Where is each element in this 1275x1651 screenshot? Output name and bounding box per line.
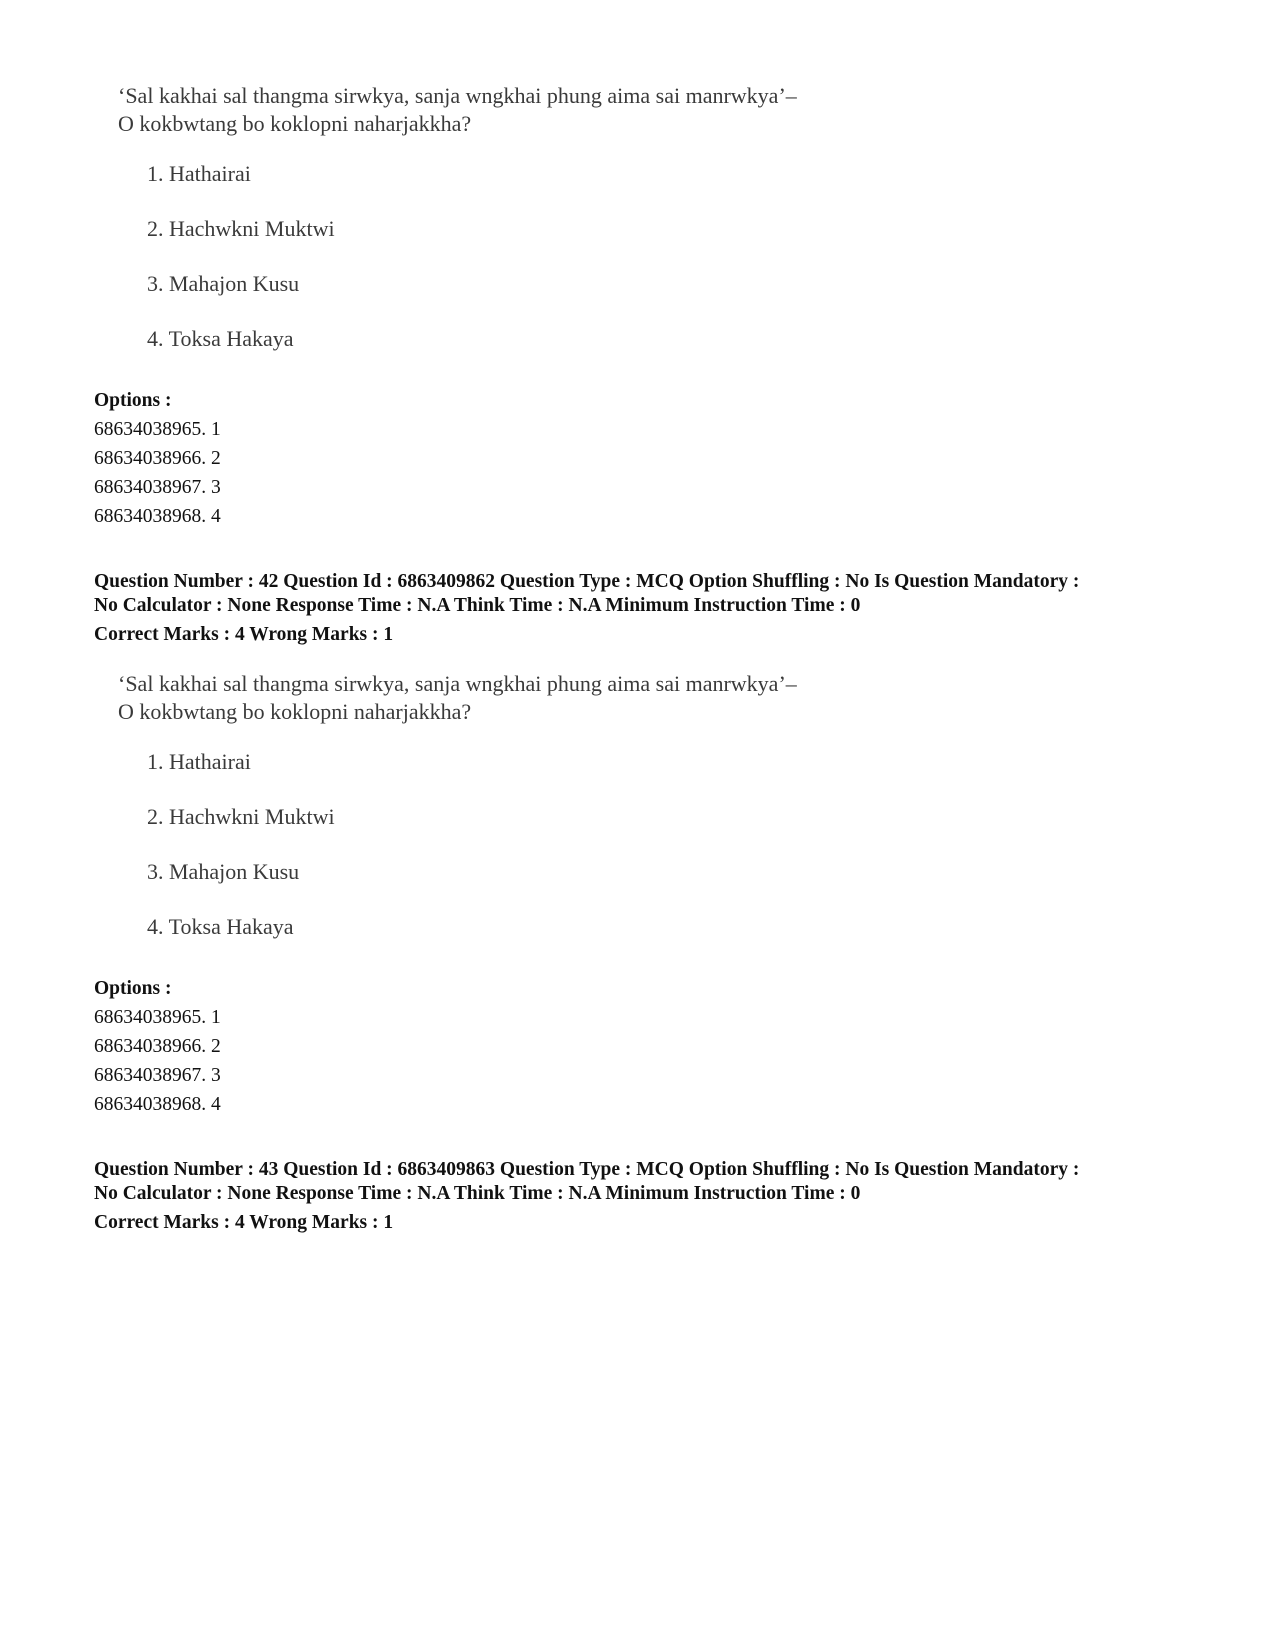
option-item: 68634038965. 1 (94, 1007, 221, 1028)
question-choice: 3. Mahajon Kusu (147, 271, 300, 296)
question-choice: 2. Hachwkni Muktwi (147, 804, 335, 829)
question-stem-line: O kokbwtang bo koklopni naharjakkha? (118, 111, 472, 136)
options-label: Options : (94, 978, 172, 999)
question-choice: 1. Hathairai (147, 749, 251, 774)
option-item: 68634038965. 1 (94, 419, 221, 440)
option-item: 68634038967. 3 (94, 477, 221, 498)
question-stem-line: ‘Sal kakhai sal thangma sirwkya, sanja wngkhai phung aima sai manrwkya’– (118, 83, 797, 108)
question-choice: 4. Toksa Hakaya (147, 914, 294, 939)
option-item: 68634038966. 2 (94, 1036, 221, 1057)
option-item: 68634038966. 2 (94, 448, 221, 469)
question-choice: 3. Mahajon Kusu (147, 859, 300, 884)
question-marks: Correct Marks : 4 Wrong Marks : 1 (94, 1212, 394, 1233)
question-meta-line: Question Number : 43 Question Id : 6863409863 Question Type : MCQ Option Shuffling : No Is Question Mandatory : (94, 1159, 1080, 1180)
question-marks: Correct Marks : 4 Wrong Marks : 1 (94, 624, 394, 645)
question-choice: 2. Hachwkni Muktwi (147, 216, 335, 241)
question-image (118, 670, 878, 968)
question-meta-line: No Calculator : None Response Time : N.A Think Time : N.A Minimum Instruction Time : 0 (94, 1183, 861, 1204)
question-stem-line: ‘Sal kakhai sal thangma sirwkya, sanja wngkhai phung aima sai manrwkya’– (118, 671, 797, 696)
options-label: Options : (94, 390, 172, 411)
option-item: 68634038968. 4 (94, 1094, 221, 1115)
question-image (118, 82, 878, 380)
question-choices (118, 160, 878, 380)
option-item: 68634038967. 3 (94, 1065, 221, 1086)
option-item: 68634038968. 4 (94, 506, 221, 527)
question-choices (118, 748, 878, 968)
question-meta-line: No Calculator : None Response Time : N.A Think Time : N.A Minimum Instruction Time : 0 (94, 595, 861, 616)
question-choice: 1. Hathairai (147, 161, 251, 186)
question-choice: 4. Toksa Hakaya (147, 326, 294, 351)
options-list (94, 974, 1194, 1119)
question-meta-line: Question Number : 42 Question Id : 6863409862 Question Type : MCQ Option Shuffling : No Is Question Mandatory : (94, 571, 1080, 592)
question-meta (94, 570, 1214, 647)
options-list (94, 386, 1194, 531)
question-meta (94, 1158, 1214, 1235)
question-stem-line: O kokbwtang bo koklopni naharjakkha? (118, 699, 472, 724)
